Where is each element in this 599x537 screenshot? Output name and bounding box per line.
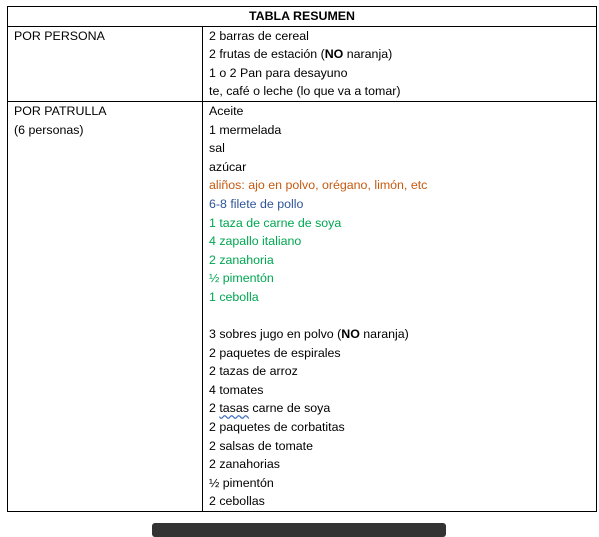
list-item	[209, 64, 596, 83]
row-label: POR PERSONA	[14, 28, 105, 43]
list-item	[209, 492, 596, 511]
item-text: ½ pimentón	[209, 475, 274, 490]
item-text: Aceite	[209, 103, 244, 118]
row-label: POR PATRULLA	[14, 103, 107, 118]
item-text: te, café o leche (lo que va a tomar)	[209, 84, 401, 99]
list-item	[209, 437, 596, 456]
item-text: 4 zapallo italiano	[209, 234, 302, 249]
item-text: naranja)	[343, 47, 393, 62]
list-item	[209, 474, 596, 493]
list-item	[209, 121, 596, 140]
table-row	[8, 26, 597, 101]
item-text: 1 mermelada	[209, 122, 282, 137]
list-item	[209, 344, 596, 363]
blank-line	[209, 307, 596, 326]
spellcheck-flagged-word: tasas	[219, 401, 249, 416]
item-text: 6-8 filete de pollo	[209, 196, 304, 211]
table-row	[8, 101, 597, 511]
summary-table	[7, 6, 597, 512]
list-item	[209, 27, 596, 46]
item-text: 2	[209, 401, 220, 416]
list-item	[209, 195, 596, 214]
item-text: 1 cebolla	[209, 289, 259, 304]
list-item	[209, 418, 596, 437]
list-item	[209, 399, 596, 418]
list-item	[209, 269, 596, 288]
item-text: 2 zanahorias	[209, 457, 280, 472]
item-text: aliños: ajo en polvo, orégano, limón, etc	[209, 178, 428, 193]
item-text: 2 frutas de estación (	[209, 47, 325, 62]
table-body	[8, 26, 597, 511]
item-text: 2 salsas de tomate	[209, 438, 314, 453]
item-text: 4 tomates	[209, 382, 264, 397]
item-text: carne de soya	[248, 401, 331, 416]
list-item	[209, 232, 596, 251]
list-item	[209, 455, 596, 474]
list-item	[209, 325, 596, 344]
list-item	[209, 214, 596, 233]
item-text: 2 barras de cereal	[209, 28, 309, 43]
emphasis-text: NO	[341, 327, 360, 342]
table-title: TABLA RESUMEN	[8, 7, 597, 27]
item-text: 2 cebollas	[209, 494, 265, 509]
list-item	[209, 288, 596, 307]
list-item	[209, 102, 596, 121]
list-item	[209, 381, 596, 400]
table-header-row	[8, 7, 597, 27]
item-text: 2 zanahoria	[209, 252, 274, 267]
item-text: 2 tazas de arroz	[209, 364, 298, 379]
item-text: sal	[209, 141, 225, 156]
item-text: 2 paquetes de corbatitas	[209, 420, 345, 435]
list-item	[209, 362, 596, 381]
emphasis-text: NO	[324, 47, 344, 62]
row-label-cell	[8, 101, 203, 511]
list-item	[209, 158, 596, 177]
item-text: ½ pimentón	[209, 271, 274, 286]
list-item	[209, 82, 596, 101]
row-label-cell	[8, 26, 203, 101]
list-item	[209, 176, 596, 195]
item-text: 1 taza de carne de soya	[209, 215, 342, 230]
bottom-overlay-bar	[152, 523, 446, 537]
row-label: (6 personas)	[14, 122, 84, 137]
item-text: 2 paquetes de espirales	[209, 345, 341, 360]
item-text: naranja)	[359, 327, 409, 342]
list-item	[209, 251, 596, 270]
row-items-cell	[203, 101, 597, 511]
row-items-cell	[203, 26, 597, 101]
item-text: azúcar	[209, 159, 247, 174]
item-text: 3 sobres jugo en polvo (	[209, 327, 342, 342]
item-text: 1 o 2 Pan para desayuno	[209, 65, 348, 80]
list-item	[209, 139, 596, 158]
list-item	[209, 45, 596, 64]
